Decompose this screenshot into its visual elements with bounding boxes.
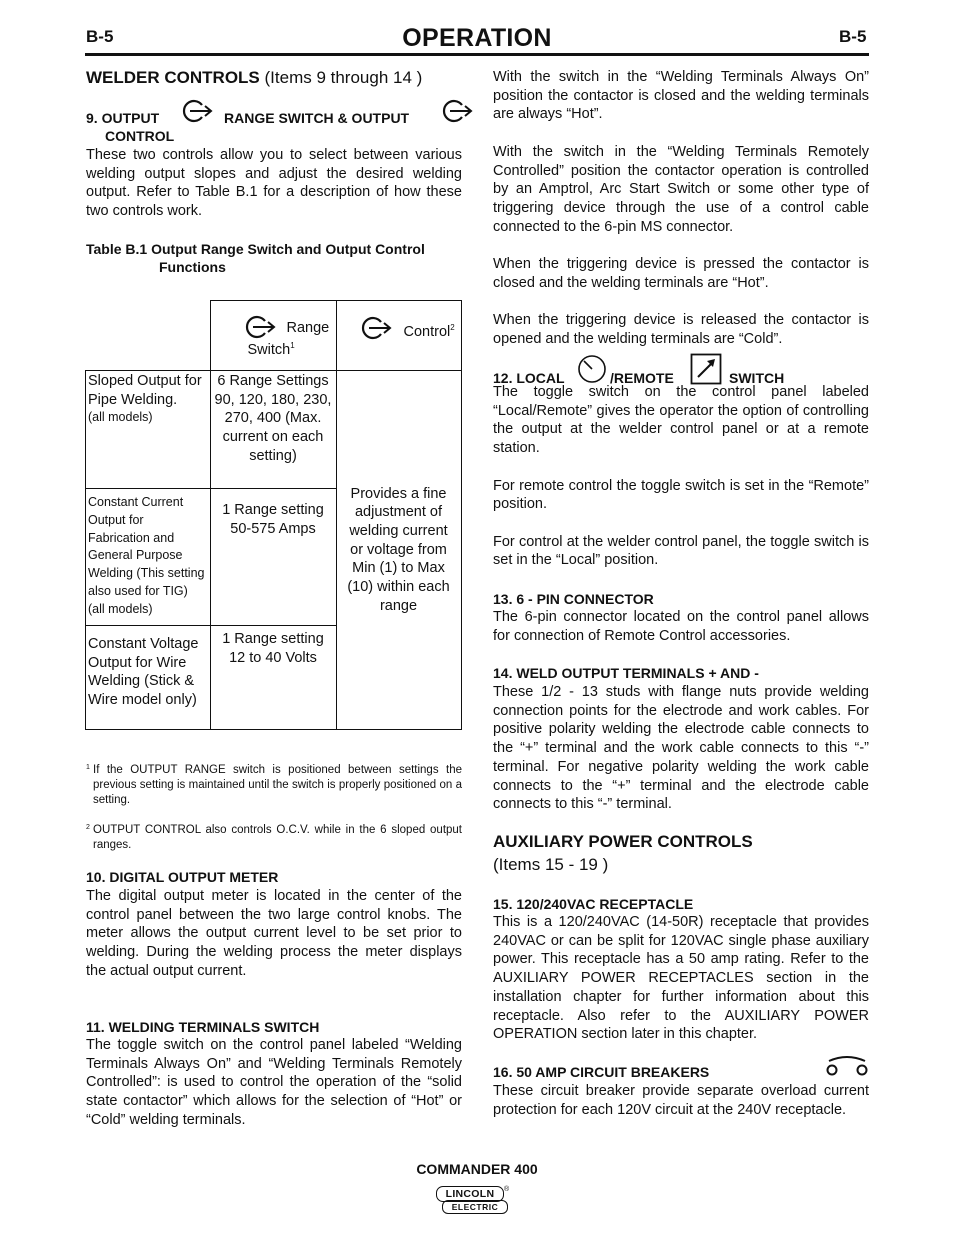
row2-range: 1 Range setting 50-575 Amps (210, 489, 336, 626)
page-code-right: B-5 (839, 27, 867, 46)
item12-title-part3: SWITCH (729, 370, 785, 386)
header-rule (85, 53, 869, 56)
item9-title-part1: 9. OUTPUT (86, 110, 160, 126)
item16-title: 16. 50 AMP CIRCUIT BREAKERS (493, 1064, 710, 1080)
item11-title: 11. WELDING TERMINALS SWITCH (86, 1019, 320, 1035)
lincoln-electric-logo: LINCOLN ® ELECTRIC (434, 1186, 512, 1214)
aux-heading: AUXILIARY POWER CONTROLS (493, 832, 753, 851)
item11-text: The toggle switch on the control panel labeled “Welding Terminals Always On” and “Welding Terminals Remotely Controlled”: is used to control the operation of the “solid state contactor” which allows for the selection of “Hot” or “Cold” welding terminals. (86, 1037, 462, 1128)
right-intro: With the switch in the “Welding Terminals Always On” position the contactor is closed and the welding terminals are always “Hot”. With the switch in the “Welding Terminals Remotely Controlled” position the contactor operation is controlled by an Amptrol, Arc Start Switch or some other type of triggering device through the use of a control cable connected to the 6-pin MS connector. When the triggering device is pressed the contactor is closed and the welding terminals are “Hot”. When the triggering device is released the contactor is opened and the welding terminals are “Cold”. (493, 69, 869, 347)
model-name: COMMANDER 400 (416, 1161, 538, 1177)
table-corner (86, 301, 211, 371)
row3-range: 1 Range setting 12 to 40 Volts (210, 626, 336, 730)
item12-title-part1: 12. LOCAL (493, 370, 565, 386)
item9-title-part3: CONTROL (105, 128, 175, 144)
control-description: Provides a fine adjustment of welding current or voltage from Min (1) to Max (10) within each range (336, 371, 461, 730)
page-code-left: B-5 (86, 27, 114, 46)
page-title: OPERATION (402, 24, 552, 52)
item15-text: This is a 120/240VAC (14-50R) receptacle that provides 240VAC or can be split for 120VAC single phase auxiliary power. This receptacle has a 50 amp rating. Refer to the AUXILIARY POWER RECEPTACLES section in the installation chapter for further information about this receptacle. Also refer to the AUXILIARY POWER OPERATION section later in this chapter. (493, 914, 869, 1043)
footnote-2: 2 OUTPUT CONTROL also controls O.C.V. while in the 6 sloped output ranges. (86, 824, 462, 852)
item9-title-part2: RANGE SWITCH & OUTPUT (224, 110, 410, 126)
remote-box-icon (690, 353, 722, 385)
output-dial-icon (357, 316, 393, 340)
row2-label: Constant Current Output for Fabrication and General Purpose Welding (This setting also used for TIG) (all models) (86, 489, 211, 626)
row1-label: Sloped Output for Pipe Welding. (all models) (86, 371, 211, 489)
output-dial-icon (436, 98, 474, 124)
item14-title: 14. WELD OUTPUT TERMINALS + AND - (493, 665, 759, 681)
item9-text: These two controls allow you to select between various welding output slopes and adjust the desired welding output. Refer to Table B.1 for a description of how these two controls work. (86, 147, 462, 220)
row3-label: Constant Voltage Output for Wire Welding (Stick & Wire model only) (86, 626, 211, 730)
item13-text: The 6-pin connector located on the control panel allows for connection of Remote Control accessories. (493, 609, 869, 644)
item16-text: These circuit breaker provide separate overload current protection for each 120V circuit at the 240V receptacle. (493, 1083, 869, 1118)
item12-title-part2: /REMOTE (610, 370, 674, 386)
item13-title: 13. 6 - PIN CONNECTOR (493, 591, 654, 607)
local-dial-icon (576, 353, 608, 385)
table-caption: Table B.1 Output Range Switch and Output Control Functions (86, 241, 425, 275)
welder-controls-heading: WELDER CONTROLS (Items 9 through 14 ) (86, 68, 423, 87)
item14-text: These 1/2 - 13 studs with flange nuts provide welding connection points for the electrode and work cables. For positive polarity welding the electrode cable connects to the “+” terminal and the work cable connects to this “-” terminal. For negative polarity welding the work cable connects to the “+” terminal and the electrode cable connects to this “-” terminal. (493, 684, 869, 813)
item12-text: The toggle switch on the control panel labeled “Local/Remote” gives the operator the option of controlling the output at the welder control panel or at a remote station. For remote control the toggle switch is set in the “Remote” position. For control at the welder control panel, the toggle switch is set in the “Local” position. (493, 384, 869, 569)
output-table (85, 300, 462, 730)
row1-range: 6 Range Settings 90, 120, 180, 230, 270, 400 (Max. current on each setting) (210, 371, 336, 489)
footnote-1: 1 If the OUTPUT RANGE switch is positioned between settings the previous setting is maintained until the switch is properly positioned on a setting. (86, 764, 462, 807)
output-dial-icon (241, 315, 277, 339)
table-head-control: Control$^2$ (336, 301, 461, 371)
aux-items: (Items 15 - 19 ) (493, 855, 609, 874)
circuit-breaker-icon (824, 1053, 870, 1079)
item15-title: 15. 120/240VAC RECEPTACLE (493, 896, 694, 912)
output-dial-icon (176, 98, 214, 124)
item10-title: 10. DIGITAL OUTPUT METER (86, 869, 279, 885)
item10-text: The digital output meter is located in the center of the control panel between the two large control knobs. The meter allows the output current level to be set prior to welding. During the welding process the meter displays the actual output current. (86, 888, 462, 979)
table-head-range: Range Switch$^1$ (210, 301, 336, 371)
